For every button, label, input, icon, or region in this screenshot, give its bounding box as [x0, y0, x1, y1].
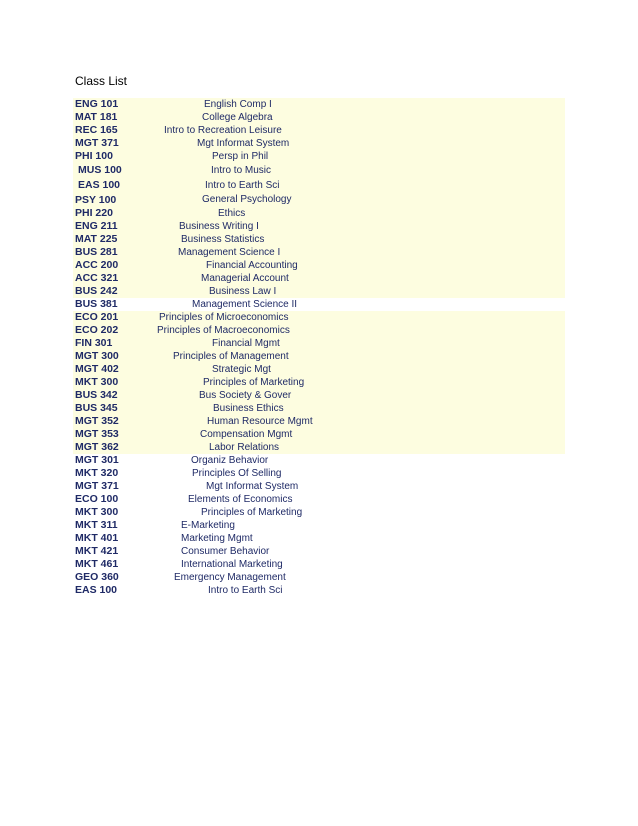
- course-name: Consumer Behavior: [181, 546, 270, 557]
- course-code: GEO 360: [75, 571, 119, 583]
- table-row: [73, 337, 565, 350]
- table-row: [73, 415, 565, 428]
- course-name: Business Statistics: [181, 234, 265, 245]
- course-code: BUS 281: [75, 246, 118, 258]
- course-name: International Marketing: [181, 559, 283, 570]
- course-code: MAT 181: [75, 111, 118, 123]
- table-row: [73, 584, 565, 597]
- course-code: ENG 101: [75, 98, 119, 110]
- table-row: [73, 311, 565, 324]
- course-table: [73, 98, 565, 597]
- table-row: [73, 571, 565, 584]
- course-code: ECO 202: [75, 324, 119, 336]
- table-row: [73, 233, 565, 246]
- course-code: BUS 381: [75, 298, 118, 310]
- course-name: Principles of Management: [173, 351, 289, 362]
- course-code: MKT 461: [75, 558, 119, 570]
- course-name: Persp in Phil: [212, 151, 269, 162]
- course-code: MKT 311: [75, 519, 118, 531]
- table-row: [73, 506, 565, 519]
- table-row: [73, 137, 565, 150]
- course-code: MGT 362: [75, 441, 119, 453]
- course-name: English Comp I: [204, 99, 272, 110]
- course-name: Business Law I: [209, 286, 277, 297]
- course-code: MGT 402: [75, 363, 119, 375]
- course-name: Marketing Mgmt: [181, 533, 253, 544]
- course-name: Elements of Economics: [188, 494, 293, 505]
- table-row: [73, 454, 565, 467]
- course-code: MKT 320: [75, 467, 119, 479]
- table-row: [73, 163, 565, 178]
- course-name: Business Writing I: [179, 221, 259, 232]
- course-name: College Algebra: [202, 112, 273, 123]
- course-name: Principles of Macroeconomics: [157, 325, 290, 336]
- course-name: Labor Relations: [209, 442, 280, 453]
- course-name: Financial Accounting: [206, 260, 298, 271]
- course-name: Principles of Marketing: [203, 377, 305, 388]
- course-code: MGT 300: [75, 350, 119, 362]
- course-name: Managerial Account: [201, 273, 289, 284]
- course-code: MUS 100: [78, 164, 122, 176]
- course-name: Bus Society & Gover: [199, 390, 292, 401]
- course-code: MKT 421: [75, 545, 119, 557]
- table-row: [73, 259, 565, 272]
- table-row: [73, 298, 565, 311]
- table-row: [73, 272, 565, 285]
- course-code: FIN 301: [75, 337, 113, 349]
- table-row: [73, 480, 565, 493]
- course-code: BUS 345: [75, 402, 118, 414]
- course-name: Principles Of Selling: [192, 468, 282, 479]
- course-code: MGT 301: [75, 454, 119, 466]
- course-name: Intro to Recreation Leisure: [164, 125, 282, 136]
- course-name: Intro to Earth Sci: [205, 180, 280, 191]
- table-row: [73, 558, 565, 571]
- table-row: [73, 98, 565, 111]
- table-row: [73, 376, 565, 389]
- course-name: Mgt Informat System: [197, 138, 290, 149]
- course-name: Intro to Music: [211, 165, 272, 176]
- course-code: MKT 300: [75, 376, 119, 388]
- course-code: MGT 371: [75, 137, 119, 149]
- table-row: [73, 493, 565, 506]
- course-name: General Psychology: [202, 194, 292, 205]
- table-row: [73, 402, 565, 415]
- table-row: [73, 428, 565, 441]
- table-row: [73, 467, 565, 480]
- course-name: Strategic Mgt: [212, 364, 271, 375]
- table-row: [73, 207, 565, 220]
- table-row: [73, 246, 565, 259]
- table-row: [73, 150, 565, 163]
- table-row: [73, 441, 565, 454]
- course-code: BUS 242: [75, 285, 118, 297]
- table-row: [73, 124, 565, 137]
- course-code: ECO 100: [75, 493, 119, 505]
- course-code: MGT 352: [75, 415, 119, 427]
- table-row: [73, 324, 565, 337]
- course-name: Business Ethics: [213, 403, 284, 414]
- course-code: MGT 371: [75, 480, 119, 492]
- course-code: BUS 342: [75, 389, 118, 401]
- table-row: [73, 532, 565, 545]
- course-name: Human Resource Mgmt: [207, 416, 313, 427]
- course-code: ECO 201: [75, 311, 119, 323]
- course-name: Management Science II: [192, 299, 298, 310]
- table-row: [73, 111, 565, 124]
- table-row: [73, 193, 565, 207]
- course-name: Principles of Microeconomics: [159, 312, 289, 323]
- table-row: [73, 519, 565, 532]
- table-row: [73, 285, 565, 298]
- course-code: REC 165: [75, 124, 118, 136]
- table-row: [73, 363, 565, 376]
- course-name: Ethics: [218, 208, 246, 219]
- course-code: PHI 100: [75, 150, 113, 162]
- table-row: [73, 220, 565, 233]
- table-row: [73, 178, 565, 193]
- course-code: PHI 220: [75, 207, 113, 219]
- page-title: Class List: [75, 74, 128, 88]
- course-name: Mgt Informat System: [206, 481, 299, 492]
- course-code: EAS 100: [75, 584, 118, 596]
- course-name: Emergency Management: [174, 572, 286, 583]
- course-name: E-Marketing: [181, 520, 235, 531]
- table-row: [73, 545, 565, 558]
- course-code: EAS 100: [78, 179, 121, 191]
- course-code: ACC 200: [75, 259, 119, 271]
- table-row: [73, 350, 565, 363]
- course-code: ACC 321: [75, 272, 119, 284]
- course-name: Management Science I: [178, 247, 281, 258]
- course-name: Principles of Marketing: [201, 507, 303, 518]
- course-name: Intro to Earth Sci: [208, 585, 283, 596]
- course-code: ENG 211: [75, 220, 118, 232]
- course-code: PSY 100: [75, 194, 117, 206]
- course-name: Financial Mgmt: [212, 338, 280, 349]
- course-code: MKT 401: [75, 532, 119, 544]
- course-name: Organiz Behavior: [191, 455, 269, 466]
- course-code: MKT 300: [75, 506, 119, 518]
- table-row: [73, 389, 565, 402]
- course-name: Compensation Mgmt: [200, 429, 293, 440]
- course-code: MAT 225: [75, 233, 118, 245]
- course-code: MGT 353: [75, 428, 119, 440]
